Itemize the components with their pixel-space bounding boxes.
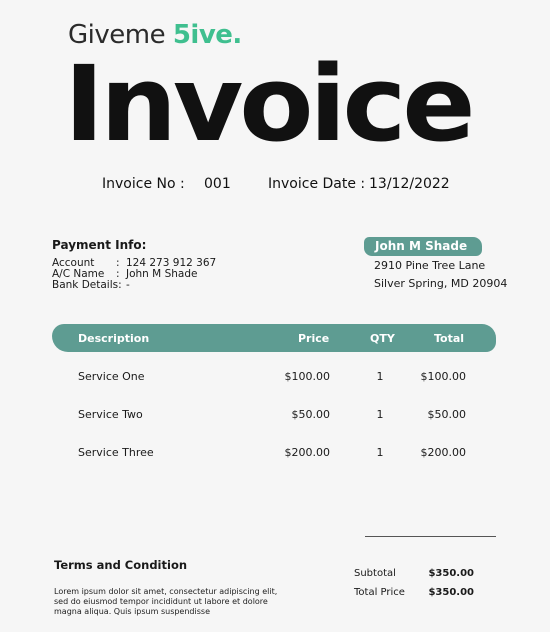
header-qty: QTY (370, 332, 395, 345)
logo-text-part1: Giveme (68, 20, 173, 50)
payment-row-value: 124 273 912 367 (126, 257, 217, 269)
row-total: $50.00 (427, 408, 466, 421)
payment-info-details (52, 258, 216, 291)
payment-row-colon (116, 280, 126, 291)
total-price-value: $350.00 (428, 587, 474, 598)
terms-title: Terms and Condition (54, 558, 188, 572)
invoice-no-value: 001 (204, 176, 231, 192)
payment-row-bank-details (52, 280, 216, 291)
invoice-date-label: Invoice Date : (268, 176, 366, 192)
client-name: John M Shade (375, 239, 468, 253)
invoice-no-label: Invoice No : (102, 176, 185, 192)
row-price: $200.00 (284, 446, 330, 459)
total-price-label: Total Price (354, 587, 405, 598)
payment-info-title: Payment Info: (52, 238, 147, 252)
header-description: Description (78, 332, 150, 345)
payment-row-colon: : (116, 257, 120, 269)
invoice-date-value: 13/12/2022 (369, 176, 450, 192)
subtotal-value: $350.00 (428, 568, 474, 579)
logo-text-part2: 5ive. (172, 20, 242, 50)
subtotal-label: Subtotal (354, 568, 396, 579)
totals-divider (365, 536, 496, 537)
row-description: Service One (78, 370, 145, 383)
row-description: Service Two (78, 408, 143, 421)
invoice-title: Invoice (64, 43, 472, 165)
client-address-line2: Silver Spring, MD 20904 (374, 277, 508, 290)
row-price: $50.00 (291, 408, 330, 421)
row-qty: 1 (376, 408, 384, 421)
payment-row-value: - (126, 279, 130, 291)
payment-row-key: Bank Details: (52, 279, 122, 291)
header-total: Total (434, 332, 465, 345)
row-total: $100.00 (420, 370, 466, 383)
client-address-line1: 2910 Pine Tree Lane (374, 259, 486, 272)
row-description: Service Three (78, 446, 154, 459)
payment-row-value: John M Shade (126, 268, 198, 280)
row-total: $200.00 (420, 446, 466, 459)
header-price: Price (298, 332, 330, 345)
terms-body: Lorem ipsum dolor sit amet, consectetur adipiscing elit, sed do eiusmod tempor incididunt ut labore et dolore magna aliqua. Quis ipsum suspendisse (54, 587, 278, 616)
row-qty: 1 (376, 370, 384, 383)
payment-row-key: A/C Name (52, 268, 105, 280)
row-price: $100.00 (284, 370, 330, 383)
row-qty: 1 (376, 446, 384, 459)
payment-row-colon: : (116, 268, 120, 280)
payment-row-key: Account (52, 257, 95, 269)
